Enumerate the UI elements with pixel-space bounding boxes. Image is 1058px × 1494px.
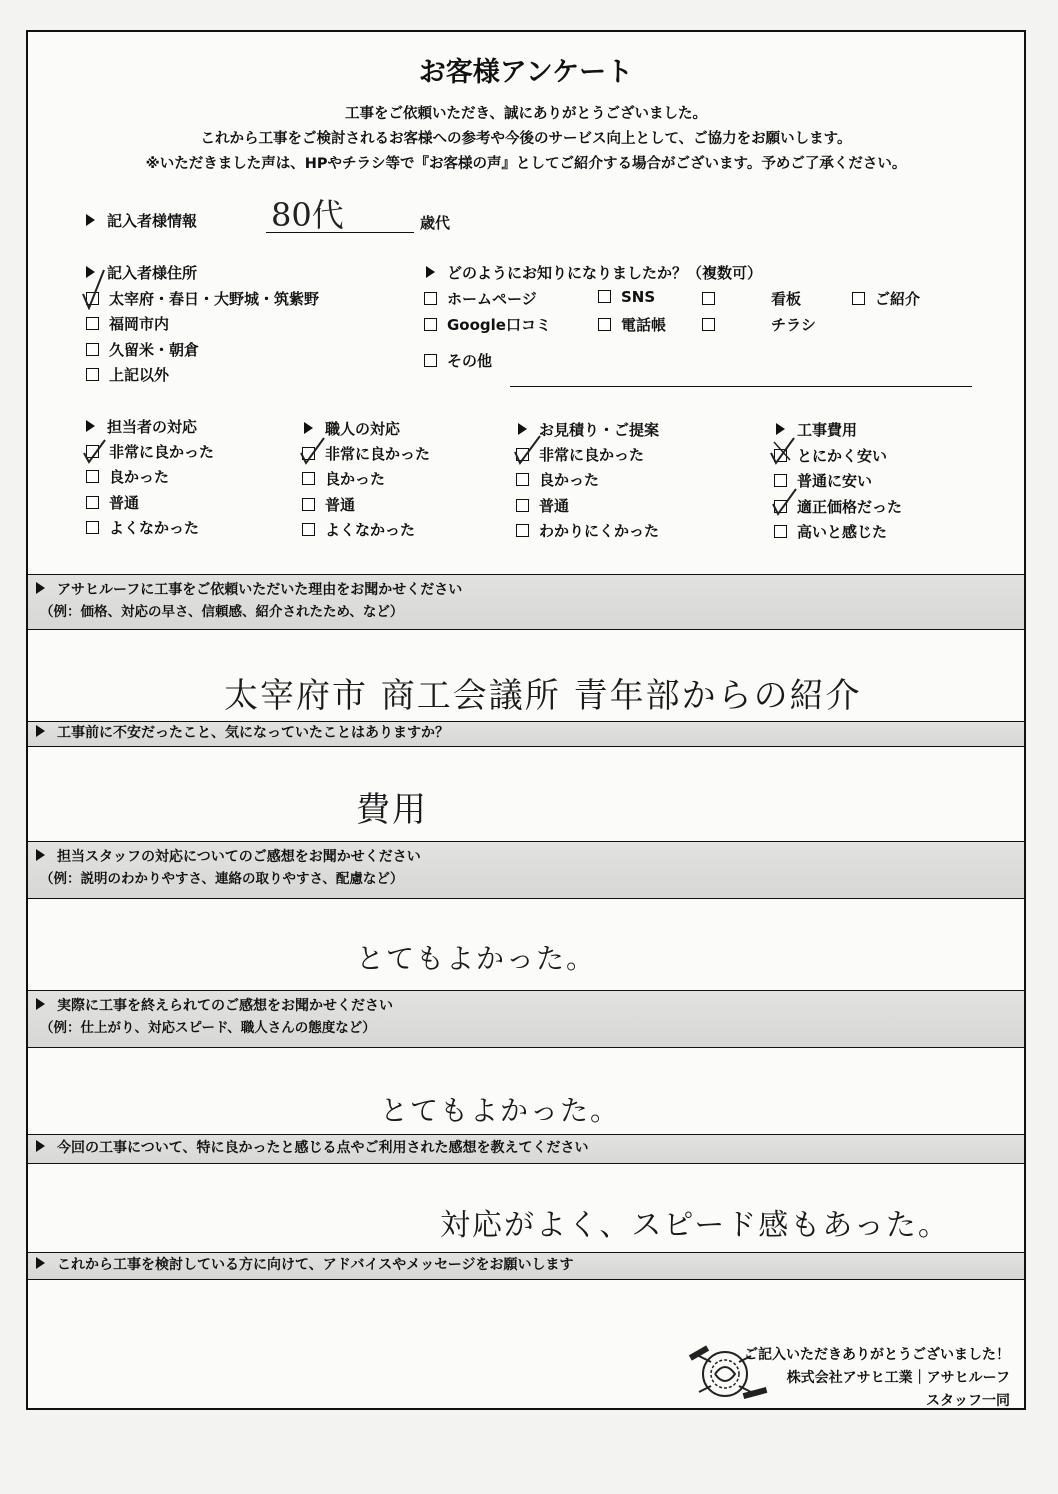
address-option[interactable]: 久留米・朝倉	[86, 339, 199, 360]
check-mark-icon	[768, 436, 798, 466]
rating-option[interactable]: 普通	[86, 492, 139, 513]
intro-line-3: ※いただきました声は、HPやチラシ等で『お客様の声』としてご紹介する場合がございます。予めご了承ください。	[145, 156, 907, 172]
address-option[interactable]: 上記以外	[86, 364, 169, 385]
section-answer: 費用	[356, 790, 428, 830]
intro-line-2: これから工事をご検討されるお客様への参考や今後のサービス向上として、ご協力をお願いします。	[200, 131, 852, 147]
address-option[interactable]: 福岡市内	[86, 313, 169, 334]
address-option[interactable]: 太宰府・春日・大野城・筑紫野	[86, 288, 319, 309]
rating-option[interactable]: 普通	[302, 494, 355, 515]
rating-option[interactable]: とにかく安い	[774, 445, 887, 466]
footer-staff: スタッフ一同	[926, 1393, 1010, 1409]
section-heading: 今回の工事について、特に良かったと感じる点やご利用された感想を教えてください	[28, 1134, 1024, 1164]
section-heading: これから工事を検討している方に向けて、アドバイスやメッセージをお願いします	[28, 1252, 1024, 1280]
check-mark-icon	[512, 434, 544, 466]
rating-label-craftsman: 職人の対応	[304, 418, 400, 439]
rating-label-cost: 工事費用	[776, 419, 857, 440]
footer-company: 株式会社アサヒ工業｜アサヒルーフ	[786, 1370, 1010, 1386]
rating-option[interactable]: わかりにくかった	[516, 520, 659, 541]
rating-option[interactable]: 非常に良かった	[86, 441, 214, 462]
source-option[interactable]: ホームページ	[424, 288, 537, 309]
rating-option[interactable]: 非常に良かった	[516, 444, 644, 465]
rating-option[interactable]: 良かった	[86, 466, 169, 487]
source-label: どのようにお知りになりましたか？（複数可）	[426, 262, 762, 283]
check-mark-icon	[770, 487, 800, 517]
rating-option[interactable]: 普通に安い	[774, 470, 872, 491]
rating-option[interactable]: 高いと感じた	[774, 521, 887, 542]
section-answer: とてもよかった。	[356, 942, 597, 975]
section-answer: 太宰府市 商工会議所 青年部からの紹介	[224, 676, 862, 716]
check-mark-icon	[81, 437, 109, 465]
page-title: お客様アンケート	[418, 57, 634, 88]
source-option[interactable]: その他	[424, 350, 492, 371]
section-heading: アサヒルーフに工事をご依頼いただいた理由をお聞かせください （例：価格、対応の早さ、信頼感、紹介されたため、など）	[28, 574, 1024, 630]
rating-option[interactable]: 良かった	[516, 469, 599, 490]
rating-label-estimate: お見積り・ご提案	[518, 419, 659, 440]
rating-option[interactable]: 適正価格だった	[774, 496, 902, 517]
age-handwritten: 80代	[271, 196, 344, 234]
section-answer: とてもよかった。	[380, 1094, 621, 1127]
section-answer: 対応がよく、スピード感もあった。	[440, 1208, 950, 1243]
check-mark-icon	[298, 436, 328, 466]
age-suffix: 歳代	[420, 214, 451, 232]
section-heading: 実際に工事を終えられてのご感想をお聞かせください （例：仕上がり、対応スピード、職人さんの態度など）	[28, 990, 1024, 1048]
other-underline	[510, 386, 972, 387]
intro-line-1: 工事をご依頼いただき、誠にありがとうございました。	[345, 106, 707, 122]
address-label: 記入者様住所	[86, 262, 197, 283]
section-heading: 工事前に不安だったこと、気になっていたことはありますか？	[28, 721, 1024, 747]
rating-option[interactable]: よくなかった	[302, 519, 415, 540]
rating-label-staff: 担当者の対応	[86, 416, 197, 437]
source-option[interactable]: Google口コミ	[424, 314, 551, 335]
footer-thanks: ご記入いただきありがとうございました！	[744, 1347, 1010, 1363]
survey-sheet	[26, 30, 1026, 1410]
source-option[interactable]: 電話帳	[598, 314, 666, 335]
footer-block	[744, 1344, 1010, 1413]
source-option[interactable]: 看板	[702, 288, 801, 309]
source-option[interactable]: SNS	[598, 288, 655, 306]
age-underline	[266, 232, 414, 233]
respondent-label: 記入者様情報	[86, 210, 197, 231]
check-mark-icon	[80, 268, 110, 310]
rating-option[interactable]: よくなかった	[86, 517, 199, 538]
section-heading: 担当スタッフの対応についてのご感想をお聞かせください （例：説明のわかりやすさ、連絡の取りやすさ、配慮など）	[28, 841, 1024, 899]
rating-option[interactable]: 良かった	[302, 468, 385, 489]
rating-option[interactable]: 普通	[516, 495, 569, 516]
rating-option[interactable]: 非常に良かった	[302, 443, 430, 464]
source-option[interactable]: ご紹介	[852, 288, 920, 309]
source-option[interactable]: チラシ	[702, 314, 816, 335]
